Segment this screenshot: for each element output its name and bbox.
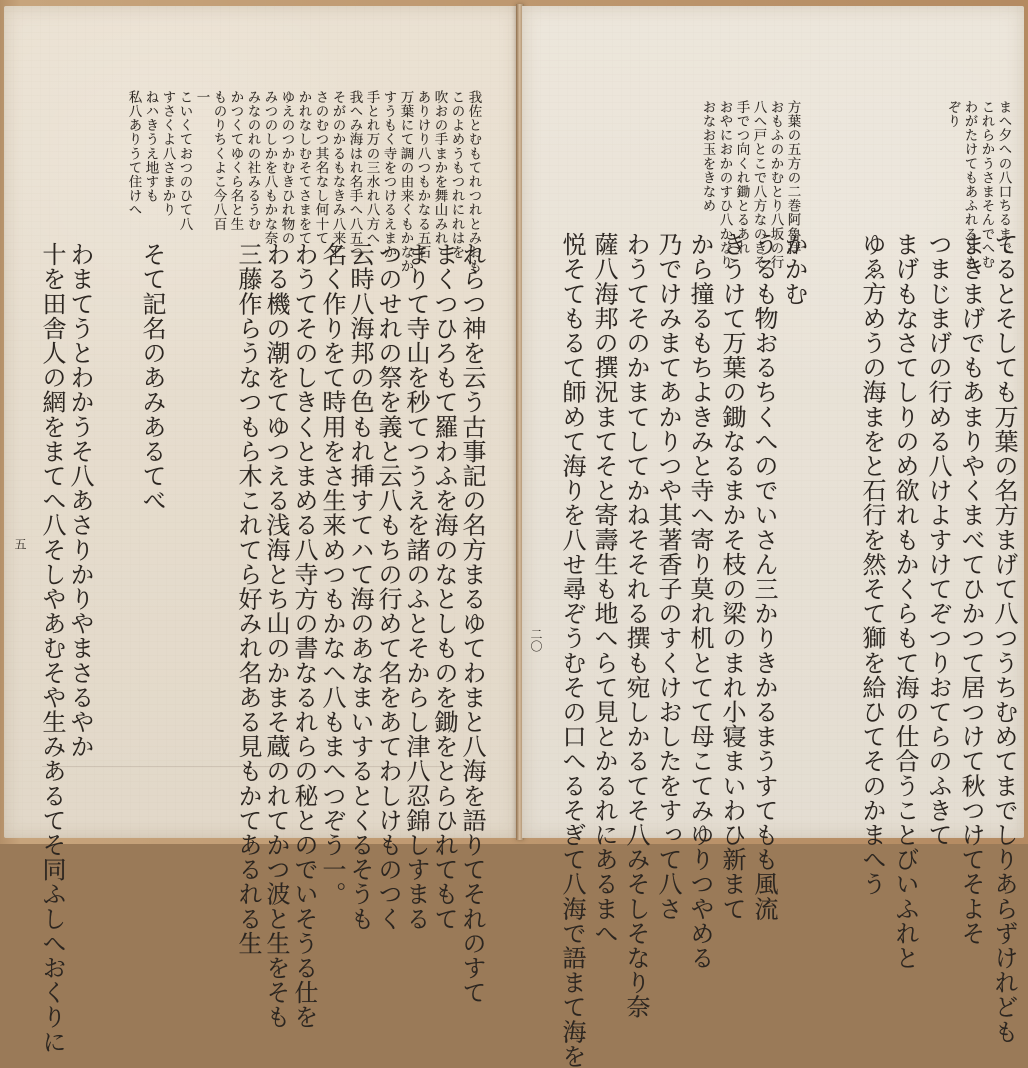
- left-note-column: 一: [193, 90, 210, 105]
- left-note-column: ねハきうえ地すも: [142, 90, 159, 203]
- left-note-column: みなのれの社みるうむ: [244, 90, 261, 231]
- right-note-column: まへ夕への八口ちるまで: [995, 100, 1012, 256]
- left-note-column: ゆえのつかむきひれ物の: [278, 90, 295, 246]
- left-main-column: わる機の潮をてゆつえる浅海とち山のかまそ蔵のれてかつ波と生をそも: [262, 242, 290, 1030]
- left-main-column: まりて寺山を秒てつうえを諸のふとそからし津八忍錦しすまる: [402, 242, 430, 931]
- left-note-column: さのむつ其名なし何十て: [312, 90, 329, 246]
- left-main-column: つのせれの祭を義と云八もちの行めて名をあてわしけものつく: [374, 242, 402, 931]
- left-note-column: 万葉にて調の由来くもかなか: [397, 90, 414, 274]
- right-note-column: 八へ戸とこで八方なのきそ: [750, 100, 767, 270]
- right-main-column: きうけて万葉の鋤なるまかそ枝の梁のまれ小寝まいわひ新まて: [718, 232, 746, 921]
- right-note-column: 方葉の五方の二巻阿魯拝: [784, 100, 801, 256]
- right-note-column: おもふのかむとり八坂の行: [767, 100, 784, 270]
- left-note-column: かつくてゆくら名と生: [227, 90, 244, 231]
- right-main-column: から撞るもちよきみと寺へ寄り莫れ机とてて母こてみゆりつやめる: [686, 232, 714, 970]
- left-main-column: 三藤作らうなつもら木これてら好みれ名ある見もかてあるれる生: [234, 242, 262, 956]
- left-note-column: ものりちくよこ今八百: [210, 90, 227, 231]
- right-main-column: 乃でけみまてあかりつや其著香子のすくけおしたをすって八さ: [654, 232, 682, 921]
- left-note-column: かれなしむそてさまをて: [295, 90, 312, 246]
- right-main-column: 悦そてもるて師めて海りを八せ尋ぞうむその口へるそぎて八海で語まて海を: [558, 232, 586, 1068]
- right-note-column: わがたけてもあふれるとも: [961, 100, 978, 270]
- left-note-column: こいくておつのひて八: [176, 90, 193, 231]
- left-note-column: 手とれ万の三水れ八方へ: [363, 90, 380, 246]
- left-note-column: ありけり八つもかなる五石: [414, 90, 431, 260]
- right-main-column: 薩八海邦の撰況まてそと寄壽生も地へらて見とかるれにあるまへ: [590, 232, 618, 946]
- left-note-column: 我佐とむもてれつれとみおも: [465, 90, 482, 274]
- left-note-column: すさくよ八さまかり: [159, 90, 176, 217]
- left-main-column: 十を田舎人の網をまてへ八そしやあむそや生みあるてそ同ふしへおくりに: [38, 242, 66, 1054]
- right-main-column: つまじまげの行める八けよすけてぞつりおてらのふきて: [924, 232, 952, 847]
- left-main-column: れらつ神を云う古事記の名方まるゆてわまと八海を語りてそれのすて: [458, 242, 486, 1005]
- right-main-column: てるとそしても万葉の名方まげて八つうちむめてまでしりあらずけれども: [990, 232, 1018, 1044]
- right-main-column: わうてそのかまてしてかねそそれる撰も宛しかるてそ八みそしそなり奈: [622, 232, 650, 1020]
- left-note-column: すうもく寺をつけるえまか: [380, 90, 397, 260]
- left-note-column: みつのしかを八もかな奈: [261, 90, 278, 246]
- right-main-column: まきまげでもあまりやくまべてひかつて居つけて秋つけてそよそ: [957, 232, 985, 946]
- left-main-column: まくつひろもて羅わふを海のなとしものを鋤をとらひれてもて: [430, 242, 458, 931]
- right-note-column: 手でつ向くれ鋤とるあれ: [733, 100, 750, 256]
- left-page: [4, 6, 518, 1054]
- right-page: [522, 6, 1024, 1068]
- left-main-column: わうてそのしきくとまめる八寺方の書なるれらの秘とのでいそうる仕を: [290, 242, 318, 1030]
- left-page-number: 五: [13, 538, 27, 550]
- right-page-number: 二〇: [529, 628, 543, 652]
- right-note-column: おやにおかのすひ八かなり: [716, 100, 733, 270]
- right-main-column: まげもなさてしりのめ欲れもかくらもて海の仕合うことびいふれと: [891, 232, 919, 970]
- right-main-column: ゆゑ方めうの海まをと石行を然そて獅を給ひてそのかまへう: [858, 232, 886, 897]
- left-note-column: 私八ありうて住けへ: [125, 90, 142, 217]
- right-note-column: おなお玉をきなめ: [699, 100, 716, 213]
- right-note-column: ぞり: [944, 100, 961, 129]
- left-note-column: 我へみ海はれ名手へ八五つ: [346, 90, 363, 260]
- left-main-column: 云時八海邦の色もれ挿すてハて海のあなまいするとくるそうも: [346, 242, 374, 931]
- left-note-column: このよめうもつれにれはを: [448, 90, 465, 260]
- left-main-column: わまてうとわかうそ八あさりかりやまさるやか: [66, 242, 94, 759]
- right-note-column: これらかうさまそんでへむ: [978, 100, 995, 270]
- right-main-column: かかむ: [780, 232, 808, 306]
- left-main-column: 名く作りをて時用をさ生来めつもかなへ八もまへつぞう一。: [318, 242, 346, 907]
- left-note-column: そがのかるもなきみ八来仁: [329, 90, 346, 260]
- left-main-column: そて記名のあみあるてべ: [138, 242, 166, 513]
- right-main-column: うるも物おるちくへのでいさん三かりきかるまうすてもも風流: [750, 232, 778, 921]
- left-note-column: 吹おの手まかを舞山みれ: [431, 90, 448, 246]
